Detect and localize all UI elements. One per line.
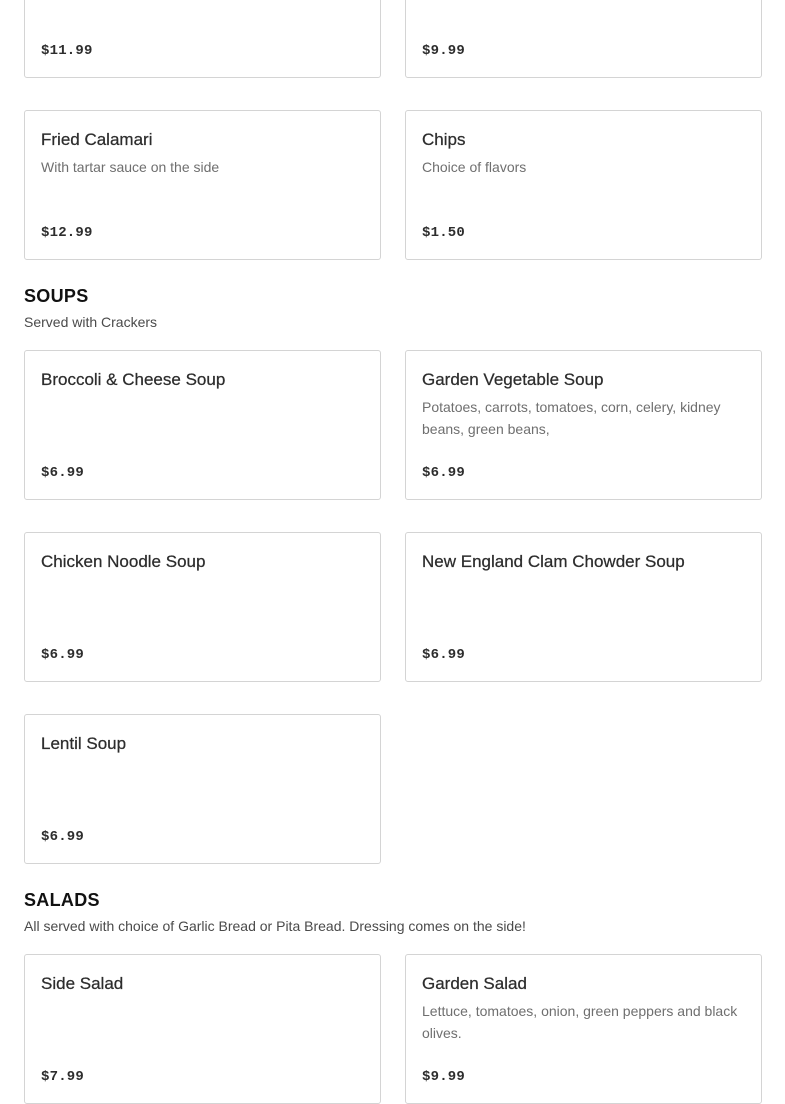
menu-item-name: Chicken Noodle Soup xyxy=(41,552,206,571)
menu-item-card[interactable] xyxy=(405,532,762,682)
section-subtitle-soups: Served with Crackers xyxy=(24,314,158,330)
menu-item-price: $9.99 xyxy=(422,43,466,59)
menu-item-name: Side Salad xyxy=(41,974,124,993)
menu-item-card[interactable] xyxy=(24,954,381,1104)
menu-item-card[interactable] xyxy=(24,0,381,78)
menu-item-name: New England Clam Chowder Soup xyxy=(422,552,685,571)
menu-item-name: Lentil Soup xyxy=(41,734,127,753)
menu-item-description: With tartar sauce on the side xyxy=(41,159,220,175)
menu-item-price: $1.50 xyxy=(422,225,466,241)
menu-item-card[interactable] xyxy=(405,110,762,260)
section-title-salads: SALADS xyxy=(24,890,100,910)
section-title-soups: SOUPS xyxy=(24,286,89,306)
menu-item-description: Lettuce, tomatoes, onion, green peppers and black olives. xyxy=(422,1003,738,1041)
menu-item-card[interactable] xyxy=(24,110,381,260)
menu-item-card[interactable] xyxy=(405,0,762,78)
menu-item-price: $7.99 xyxy=(41,1069,85,1085)
menu-item-name: Fried Calamari xyxy=(41,130,153,149)
menu-item-card[interactable] xyxy=(24,532,381,682)
menu-item-price: $6.99 xyxy=(41,829,85,845)
menu-item-price: $6.99 xyxy=(422,647,466,663)
menu-item-card[interactable] xyxy=(24,350,381,500)
section-subtitle-salads: All served with choice of Garlic Bread or Pita Bread. Dressing comes on the side! xyxy=(24,918,526,934)
menu-item-card[interactable] xyxy=(24,714,381,864)
menu-item-name: Chips xyxy=(422,130,466,149)
menu-item-price: $9.99 xyxy=(422,1069,466,1085)
menu-item-price: $12.99 xyxy=(41,225,93,241)
menu-item-price: $6.99 xyxy=(41,647,85,663)
menu-item-description: Choice of flavors xyxy=(422,159,527,175)
menu-item-name: Garden Vegetable Soup xyxy=(422,370,604,389)
menu-item-price: $6.99 xyxy=(41,465,85,481)
menu-item-price: $6.99 xyxy=(422,465,466,481)
menu-item-card[interactable] xyxy=(405,954,762,1104)
menu-item-name: Broccoli & Cheese Soup xyxy=(41,370,226,389)
menu-item-card[interactable] xyxy=(405,350,762,500)
menu-item-name: Garden Salad xyxy=(422,974,527,993)
menu-item-price: $11.99 xyxy=(41,43,93,59)
menu-item-description: Potatoes, carrots, tomatoes, corn, celery, kidney beans, green beans, xyxy=(422,399,721,437)
